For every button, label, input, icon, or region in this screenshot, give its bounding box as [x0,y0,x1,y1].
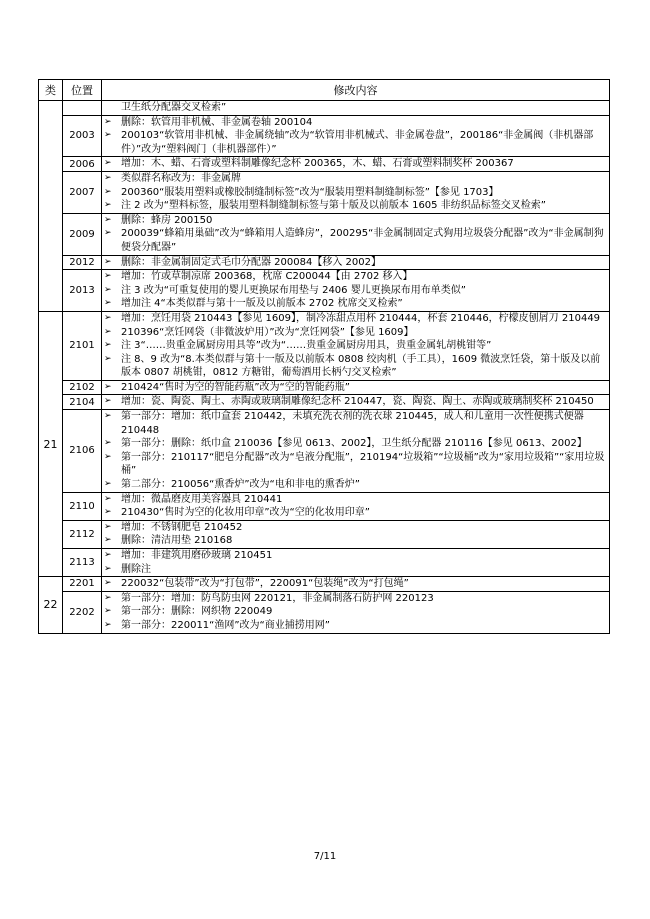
list-item [102,549,609,563]
content-cell [102,492,610,520]
table-row [39,101,610,116]
table-row [39,213,610,255]
arrow-bullet-icon: ➢ [104,479,112,490]
continuation-text: 卫生纸分配器交叉检索” [121,102,227,113]
table-row [39,520,610,548]
table-row [39,380,610,395]
content-cell [102,213,610,255]
arrow-bullet-icon: ➢ [104,271,112,282]
list-item-text: 删除：软管用非机械、非金属卷轴 200104 [121,116,313,128]
list-item-text: 增加：非建筑用磨砂玻璃 210451 [121,550,273,561]
list-item [102,395,609,409]
list-item [102,227,609,254]
position-cell [63,101,102,116]
arrow-bullet-icon: ➢ [104,507,112,518]
content-cell [102,101,610,116]
arrow-bullet-icon: ➢ [104,200,112,211]
arrow-bullet-icon: ➢ [104,172,112,183]
position-cell: 2012 [63,255,102,270]
list-item-text: 200360“服装用塑料或橡胶制缝制标签”改为“服装用塑料制缝制标签”【参见 1703】 [121,186,499,198]
arrow-bullet-icon: ➢ [104,214,112,225]
list-item-text: 第一部分：220011“渔网”改为“商业捕捞用网” [121,619,330,631]
position-cell: 2104 [63,395,102,410]
list-item [102,619,609,633]
content-cell [102,395,610,410]
arrow-bullet-icon: ➢ [104,228,112,239]
table-row [39,171,610,213]
content-cell [102,577,610,592]
list-item [102,270,609,284]
table-row [39,577,610,592]
arrow-bullet-icon: ➢ [104,619,112,630]
position-cell: 2102 [63,380,102,395]
content-cell [102,311,610,380]
list-item-text: 注 2 改为“塑料标签，服装用塑料制缝制标签与第十版及以前版本 1605 非纺织品标签交叉检索” [121,200,546,212]
header-content: 修改内容 [102,80,610,101]
arrow-bullet-icon: ➢ [104,284,112,295]
list-item [102,478,609,492]
list-item [102,256,609,270]
arrow-bullet-icon: ➢ [104,298,112,309]
table-row [39,591,610,633]
amendment-table [38,79,610,634]
arrow-bullet-icon: ➢ [104,578,112,589]
list-item-text: 第二部分：210056“熏香炉”改为“电和非电的熏香炉” [121,479,360,491]
header-position: 位置 [63,80,102,101]
list-item [102,157,609,171]
list-item-text: 第一部分：删除：纸巾盒 210036【参见 0613、2002】，卫生纸分配器 210116【参见 0613、2002】 [121,438,587,450]
list-item-text: 第一部分：删除：网织物 220049 [121,606,273,618]
arrow-bullet-icon: ➢ [104,340,112,351]
position-cell: 2110 [63,492,102,520]
list-item [102,605,609,619]
list-item [102,451,609,478]
content-cell [102,591,610,633]
position-cell: 2009 [63,213,102,255]
content-cell [102,255,610,270]
list-item [102,506,609,520]
list-item [102,534,609,548]
list-item-text: 注 3 改为“可重复使用的婴儿更换尿布用垫与 2406 婴儿更换尿布用布单类似” [121,284,466,296]
list-item-text: 200039“蜂箱用巢础”改为“蜂箱用人造蜂房”，200295“非金属制固定式狗用垃圾袋分配器”改为“非金属制狗便袋分配器” [121,228,604,253]
table-row [39,157,610,172]
arrow-bullet-icon: ➢ [104,381,112,392]
position-cell: 2106 [63,410,102,493]
arrow-bullet-icon: ➢ [104,396,112,407]
list-item-text: 增加注 4“本类似群与第十一版及以前版本 2702 枕席交叉检索” [121,298,403,310]
arrow-bullet-icon: ➢ [104,312,112,323]
list-item-text: 210396“烹饪网袋（非微波炉用）”改为“烹饪网袋”【参见 1609】 [121,326,414,338]
list-item [102,493,609,507]
position-cell: 2007 [63,171,102,213]
list-item [102,410,609,437]
list-item-text: 210424“售时为空的智能药瓶”改为“空的智能药瓶” [121,381,350,393]
table-row [39,255,610,270]
list-item-text: 210430“售时为空的化妆用印章”改为“空的化妆用印章” [121,507,370,519]
list-item [102,186,609,200]
arrow-bullet-icon: ➢ [104,606,112,617]
list-item-text: 220032“包装带”改为“打包带”，220091“包装绳”改为“打包绳” [121,578,409,590]
list-item [102,116,609,130]
arrow-bullet-icon: ➢ [104,592,112,603]
content-cell [102,410,610,493]
arrow-bullet-icon: ➢ [104,326,112,337]
arrow-bullet-icon: ➢ [104,116,112,127]
position-cell: 2006 [63,157,102,172]
list-item-text: 第一部分：增加：纸巾盒套 210442，未填充洗衣剂的洗衣球 210445，成人和儿童用一次性便携式便器 210448 [121,411,584,436]
list-item-text: 删除：蜂房 200150 [121,214,213,226]
arrow-bullet-icon: ➢ [104,438,112,449]
content-cell [102,380,610,395]
list-item [102,563,609,577]
arrow-bullet-icon: ➢ [104,451,112,462]
list-item-text: 增加：不锈钢肥皂 210452 [121,521,243,533]
list-item [102,353,609,380]
list-item [102,297,609,311]
list-item-text: 删除：非金属制固定式毛巾分配器 200084【移入 2002】 [121,256,381,268]
list-item [102,339,609,353]
class-cell: 22 [39,577,63,633]
list-item-text: 删除注 [121,563,151,575]
list-item [102,199,609,213]
list-item [102,577,609,591]
position-cell: 2202 [63,591,102,633]
list-item-text: 删除：清洁用垫 210168 [121,535,233,547]
list-item-text: 注 8、9 改为“8.本类似群与第十一版及以前版本 0808 绞肉机（手工具），1609 微波烹饪袋，第十版及以前版本 0807 胡桃钳，0812 方糖钳，葡萄酒用长柄勺交叉检索” [121,353,601,379]
class-cell: 21 [39,311,63,576]
list-item-text: 增加：瓷、陶瓷、陶土、赤陶或玻璃制雕像纪念杯 210447，瓷、陶瓷、陶土、赤陶或玻璃制奖杯 210450 [121,396,594,408]
table-row [39,492,610,520]
content-cell [102,115,610,157]
list-item [102,521,609,535]
page-number: 7/11 [313,851,337,862]
list-item-text: 增加：微晶磨皮用美容器具 210441 [121,493,283,505]
content-cell [102,270,610,312]
arrow-bullet-icon: ➢ [104,550,112,560]
position-cell: 2003 [63,115,102,157]
arrow-bullet-icon: ➢ [104,130,112,141]
position-cell: 2112 [63,520,102,548]
position-cell: 2013 [63,270,102,312]
list-item-text: 增加：烹饪用袋 210443【参见 1609】，制冷冻甜点用杯 210444，杯套 210446，柠檬皮刨屑刀 210449 [121,312,601,324]
list-item [102,592,609,606]
list-item-text: 类似群名称改为：非金属牌 [121,172,241,184]
content-cell [102,549,610,577]
list-item [102,312,609,326]
list-item-text: 200103“软管用非机械、非金属绕轴”改为“软管用非机械式、非金属卷盘”，200186“非金属阀（非机器部件）”改为“塑料阀门（非机器部件）” [121,130,594,155]
arrow-bullet-icon: ➢ [104,521,112,532]
list-item [102,129,609,156]
arrow-bullet-icon: ➢ [104,563,112,574]
content-cell [102,520,610,548]
list-item-text: 增加：木、蜡、石膏或塑料制雕像纪念杯 200365，木、蜡、石膏或塑料制奖杯 200367 [121,158,514,170]
content-cell [102,157,610,172]
list-item [102,214,609,228]
list-item-text: 注 3“……贵重金属厨房用具等”改为“……贵重金属厨房用具，贵重金属轧胡桃钳等” [121,340,492,352]
arrow-bullet-icon: ➢ [104,186,112,197]
list-item [102,172,609,186]
arrow-bullet-icon: ➢ [104,493,112,504]
list-item [102,381,609,395]
table-body [39,101,610,634]
table-row [39,115,610,157]
header-class: 类 [39,80,63,101]
table-row [39,395,610,410]
arrow-bullet-icon: ➢ [104,353,112,364]
table-row [39,549,610,577]
list-item [102,284,609,298]
content-cell [102,171,610,213]
arrow-bullet-icon: ➢ [104,158,112,169]
position-cell: 2101 [63,311,102,380]
arrow-bullet-icon: ➢ [104,256,112,267]
table-row [39,410,610,493]
arrow-bullet-icon: ➢ [104,411,112,422]
position-cell: 2201 [63,577,102,592]
table-row [39,311,610,380]
list-item-text: 增加：竹或草制凉席 200368，枕席 C200044【由 2702 移入】 [121,271,413,283]
arrow-bullet-icon: ➢ [104,535,112,546]
class-cell [39,101,63,312]
list-item [102,437,609,451]
list-item-text: 第一部分：210117“肥皂分配器”改为“皂液分配瓶”，210194“垃圾箱”“垃圾桶”改为“家用垃圾箱”“家用垃圾桶” [121,451,605,477]
table-header-row [39,80,610,101]
list-item [102,326,609,340]
list-item-text: 第一部分：增加：防鸟防虫网 220121，非金属制落石防护网 220123 [121,592,434,604]
position-cell: 2113 [63,549,102,577]
table-row [39,270,610,312]
